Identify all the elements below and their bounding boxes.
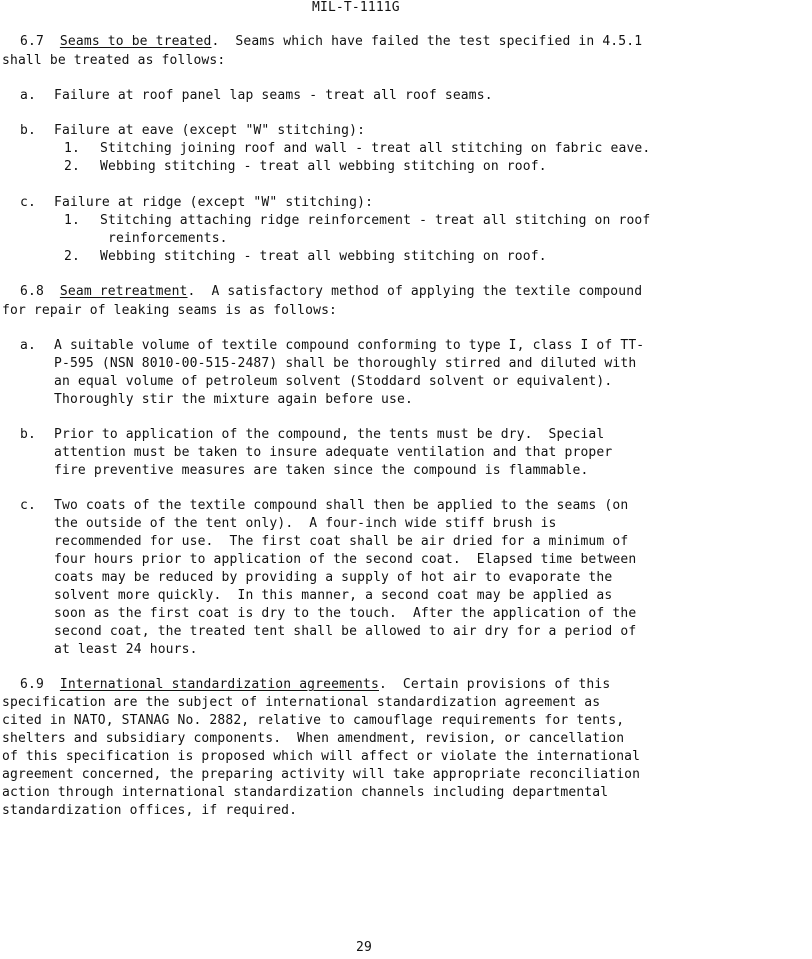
section-6-8-heading [20, 283, 642, 301]
paragraph-line: specification are the subject of international standardization agreement as [2, 695, 601, 710]
item-text: the outside of the tent only). A four-inch wide stiff brush is [54, 516, 557, 531]
item-letter: b. [20, 123, 36, 138]
item-text: soon as the first coat is dry to the touch. After the application of the [54, 606, 637, 621]
section-intro: . Seams which have failed the test specified in 4.5.1 [211, 34, 643, 49]
section-title: International standardization agreements [59, 677, 379, 692]
section-title: Seams to be treated [59, 34, 212, 49]
section-title: Seam retreatment [59, 284, 188, 299]
item-letter: a. [20, 338, 36, 353]
subitem-text: Webbing stitching - treat all webbing stitching on roof. [100, 249, 547, 264]
item-text: Thoroughly stir the mixture again before use. [54, 392, 413, 407]
paragraph-line: shelters and subsidiary components. When amendment, revision, or cancellation [2, 731, 625, 746]
section-intro: . Certain provisions of this [378, 677, 611, 692]
item-text: four hours prior to application of the second coat. Elapsed time between [54, 552, 637, 567]
section-intro-line: shall be treated as follows: [2, 53, 226, 68]
item-text: A suitable volume of textile compound conforming to type I, class I of TT- [54, 338, 645, 353]
item-text: recommended for use. The first coat shall be air dried for a minimum of [54, 534, 629, 549]
section-intro-line: for repair of leaking seams is as follows: [2, 303, 338, 318]
item-text: coats may be reduced by providing a supply of hot air to evaporate the [54, 570, 613, 585]
item-text: attention must be taken to insure adequate ventilation and that proper [54, 445, 613, 460]
item-text: Failure at ridge (except "W" stitching): [54, 195, 374, 210]
item-text: fire preventive measures are taken since the compound is flammable. [54, 463, 589, 478]
section-number: 6.7 [20, 34, 44, 49]
paragraph-line: action through international standardization channels including departmental [2, 785, 609, 800]
paragraph-line: agreement concerned, the preparing activity will take appropriate reconciliation [2, 767, 641, 782]
subitem-number: 1. [64, 213, 80, 228]
item-text: an equal volume of petroleum solvent (Stoddard solvent or equivalent). [54, 374, 613, 389]
section-number: 6.9 [20, 677, 44, 692]
subitem-number: 1. [64, 141, 80, 156]
item-text: second coat, the treated tent shall be allowed to air dry for a period of [54, 624, 637, 639]
item-text: Two coats of the textile compound shall then be applied to the seams (on [54, 498, 629, 513]
document-id: MIL-T-1111G [312, 0, 400, 15]
item-text: P-595 (NSN 8010-00-515-2487) shall be thoroughly stirred and diluted with [54, 356, 637, 371]
subitem-number: 2. [64, 159, 80, 174]
section-intro: . A satisfactory method of applying the textile compound [187, 284, 643, 299]
subitem-text: Webbing stitching - treat all webbing stitching on roof. [100, 159, 547, 174]
subitem-text: Stitching attaching ridge reinforcement - treat all stitching on roof [100, 213, 651, 228]
section-6-7-heading [20, 33, 642, 51]
section-number: 6.8 [20, 284, 44, 299]
subitem-text: reinforcements. [108, 231, 228, 246]
item-letter: c. [20, 498, 36, 513]
item-text: at least 24 hours. [54, 642, 198, 657]
paragraph-line: cited in NATO, STANAG No. 2882, relative to camouflage requirements for tents, [2, 713, 625, 728]
item-text: Failure at eave (except "W" stitching): [54, 123, 366, 138]
item-text: Failure at roof panel lap seams - treat all roof seams. [54, 88, 493, 103]
item-letter: c. [20, 195, 36, 210]
paragraph-line: standardization offices, if required. [2, 803, 298, 818]
page-number: 29 [356, 940, 372, 955]
item-text: solvent more quickly. In this manner, a second coat may be applied as [54, 588, 613, 603]
item-text: Prior to application of the compound, the tents must be dry. Special [54, 427, 605, 442]
item-letter: a. [20, 88, 36, 103]
paragraph-line: of this specification is proposed which will affect or violate the international [2, 749, 641, 764]
subitem-number: 2. [64, 249, 80, 264]
subitem-text: Stitching joining roof and wall - treat all stitching on fabric eave. [100, 141, 651, 156]
item-letter: b. [20, 427, 36, 442]
section-6-9-heading [20, 676, 610, 694]
